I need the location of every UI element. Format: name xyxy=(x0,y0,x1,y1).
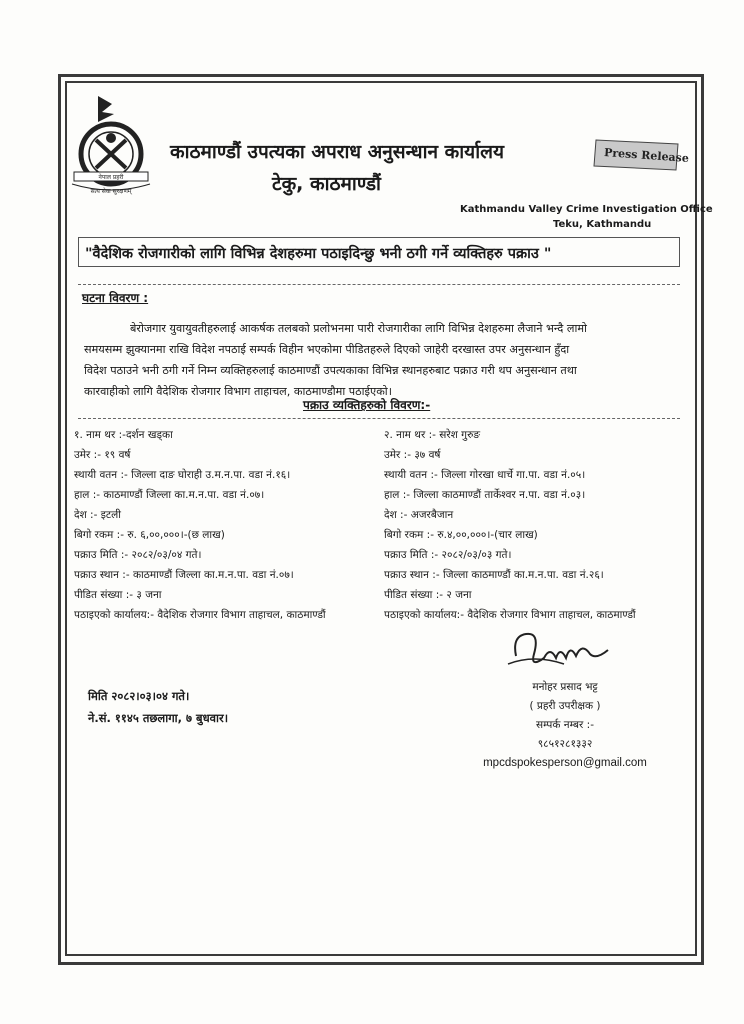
incident-paragraph xyxy=(84,318,668,402)
person-1-arrest-place: पक्राउ स्थान :- काठमाण्डौं जिल्ला का.म.न.पा. वडा नं.०७। xyxy=(74,569,294,581)
press-release-label: Press Release xyxy=(603,146,690,165)
handwritten-signature xyxy=(504,624,614,674)
signatory-rank: ( प्रहरी उपरीक्षक ) xyxy=(529,700,601,712)
paragraph-line: समयसम्म झुक्यानमा राखि विदेश नपठाई सम्पर्क विहीन भएकोमा पीडितहरुले दिएको जाहेरी दरखास्त उपर अनुसन्धान हुँदा xyxy=(84,343,570,356)
office-location-english: Teku, Kathmandu xyxy=(553,219,652,230)
section-title: घटना विवरण : xyxy=(82,291,149,305)
contact-email: mpcdspokesperson@gmail.com xyxy=(483,757,647,769)
person-1-victims: पीडित संख्या :- ३ जना xyxy=(74,589,162,601)
divider xyxy=(78,284,680,285)
person-2-amount: बिगो रकम :- रु.४,००,०००।-(चार लाख) xyxy=(384,529,538,541)
news-headline: "वैदेशिक रोजगारीको लागि विभिन्न देशहरुमा पठाइदिन्छु भनी ठगी गर्ने व्यक्तिहरु पक्राउ " xyxy=(78,237,680,267)
paragraph-line: बेरोजगार युवायुवतीहरुलाई आकर्षक तलबको प्रलोभनमा पारी रोजगारीका लागि विभिन्न देशहरुमा लैजाने भन्दै लामो xyxy=(130,322,587,335)
person-2-sent-office: पठाइएको कार्यालय:- वैदेशिक रोजगार विभाग ताहाचल, काठमाण्डौं xyxy=(384,609,636,621)
person-1-age: उमेर :- १९ वर्ष xyxy=(74,449,131,461)
office-title: काठमाण्डौं उपत्यका अपराध अनुसन्धान कार्यालय xyxy=(170,141,505,163)
emblem-text-top: नेपाल प्रहरी xyxy=(98,174,124,181)
nepal-police-emblem-icon xyxy=(66,92,156,202)
person-1-arrest-date: पक्राउ मिति :- २०८२/०३/०४ गते। xyxy=(74,549,202,561)
paragraph-line: कारवाहीको लागि वैदेशिक रोजगार विभाग ताहाचल, काठमाण्डौमा पठाईएको। xyxy=(84,385,392,398)
person-1-country: देश :- इटली xyxy=(74,509,122,521)
person-1-permanent-address: स्थायी वतन :- जिल्ला दाङ घोराही उ.म.न.पा. वडा नं.१६। xyxy=(74,469,291,481)
office-title-english: Kathmandu Valley Crime Investigation Office xyxy=(460,204,713,215)
person-1-current-address: हाल :- काठमाण्डौं जिल्ला का.म.न.पा. वडा नं.०७। xyxy=(74,489,265,501)
person-1-amount: बिगो रकम :- रु. ६,००,०००।-(छ लाख) xyxy=(74,529,225,541)
person-2-age: उमेर :- ३७ वर्ष xyxy=(384,449,441,461)
emblem-text-bottom: सत्य सेवा सुरक्षणम् xyxy=(90,188,132,195)
signatory-name: मनोहर प्रसाद भट्ट xyxy=(532,681,598,693)
person-2-arrest-place: पक्राउ स्थान :- जिल्ला काठमाण्डौं का.म.न.पा. वडा नं.२६। xyxy=(384,569,604,581)
contact-phone: ९८५१२८१३३२ xyxy=(537,738,593,750)
person-1-name: १. नाम थर :-दर्शन खड्का xyxy=(74,429,173,441)
signatory-block xyxy=(480,678,650,773)
person-2-victims: पीडित संख्या :- २ जना xyxy=(384,589,472,601)
person-2-country: देश :- अजरबैजान xyxy=(384,509,454,521)
contact-label: सम्पर्क नम्बर :- xyxy=(535,719,594,731)
office-location: टेकु, काठमाण्डौं xyxy=(272,173,381,195)
person-2-arrest-date: पक्राउ मिति :- २०८२/०३/०३ गते। xyxy=(384,549,512,561)
person-2-permanent-address: स्थायी वतन :- जिल्ला गोरखा धार्चे गा.पा. वडा नं.०५। xyxy=(384,469,586,481)
date-nepal-sambat: ने.सं. ११४५ तछलागा, ७ बुधवार। xyxy=(88,711,229,725)
release-date xyxy=(88,685,228,729)
person-1-sent-office: पठाइएको कार्यालय:- वैदेशिक रोजगार विभाग ताहाचल, काठमाण्डौं xyxy=(74,609,326,621)
person-2-name: २. नाम थर :- सरेश गुरुङ xyxy=(384,429,481,441)
divider xyxy=(78,418,680,419)
paragraph-line: विदेश पठाउने भनी ठगी गर्ने निम्न व्यक्तिहरुलाई काठमाण्डौं उपत्यकाका विभिन्न स्थानहरुबाट पक्राउ गरी थप अनुसन्धान तथा xyxy=(84,364,577,377)
date-bs: मिति २०८२।०३।०४ गते। xyxy=(88,689,190,703)
person-2-current-address: हाल :- जिल्ला काठमाण्डौं तार्केश्वर न.पा. वडा नं.०३। xyxy=(384,489,586,501)
subsection-title: पक्राउ व्यक्तिहरुको विवरण:- xyxy=(303,398,431,412)
